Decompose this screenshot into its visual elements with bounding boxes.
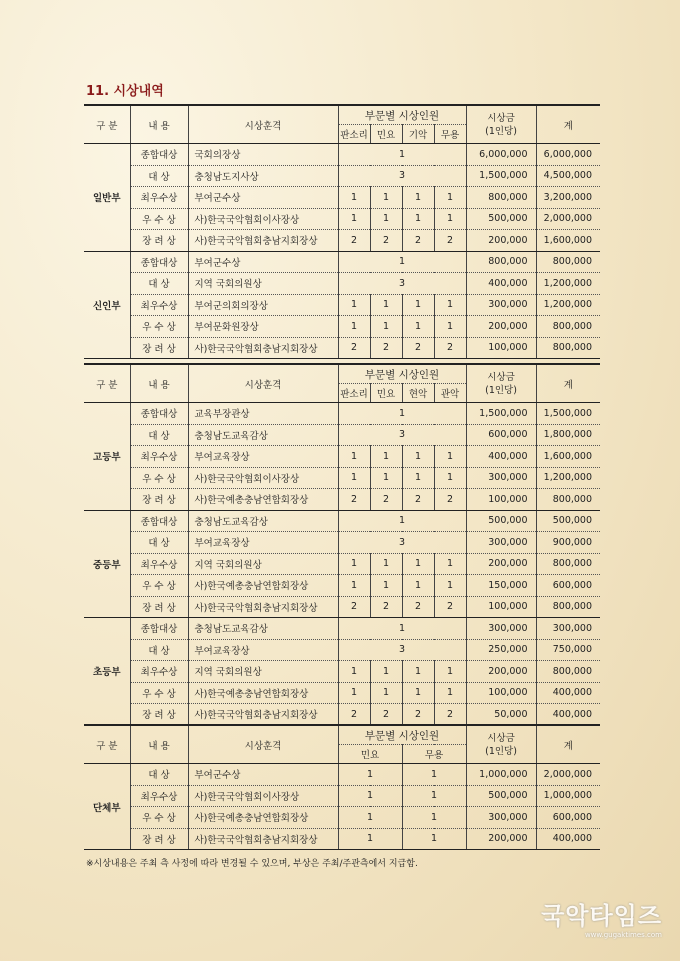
award-grantor: 충청남도교육감상 <box>188 424 338 446</box>
header-naeyong: 내 용 <box>130 364 188 403</box>
prize-money: 100,000 <box>466 489 536 511</box>
header-money <box>466 105 536 144</box>
award-name: 최우수상 <box>130 661 188 683</box>
award-count: 2 <box>370 337 402 359</box>
prize-money: 1,500,000 <box>466 403 536 425</box>
award-name: 대 상 <box>130 165 188 187</box>
award-grantor: 사)한국국악협회충남지회장상 <box>188 596 338 618</box>
award-grantor: 사)한국국악협회충남지회장상 <box>188 337 338 359</box>
award-grantor: 사)한국예총충남연합회장상 <box>188 489 338 511</box>
table-row <box>84 251 600 273</box>
award-name: 종합대상 <box>130 403 188 425</box>
header-sub-category: 무용 <box>402 745 466 764</box>
prize-money: 300,000 <box>466 618 536 640</box>
award-count: 3 <box>338 273 466 295</box>
award-count: 1 <box>338 682 370 704</box>
table-row <box>84 294 600 316</box>
header-sub-category: 현악 <box>402 384 434 403</box>
award-name: 장 려 상 <box>130 337 188 359</box>
header-sub-category: 민요 <box>370 125 402 144</box>
award-grantor: 지역 국회의원상 <box>188 553 338 575</box>
award-grantor: 부여교육장상 <box>188 446 338 468</box>
prize-money: 1,500,000 <box>466 165 536 187</box>
award-count: 1 <box>338 316 370 338</box>
prize-total: 750,000 <box>536 639 600 661</box>
table-row <box>84 661 600 683</box>
header-sub-category: 무용 <box>434 125 466 144</box>
award-count: 1 <box>434 208 466 230</box>
prize-money: 300,000 <box>466 532 536 554</box>
prize-money: 800,000 <box>466 187 536 209</box>
header-award: 시상훈격 <box>188 364 338 403</box>
table-row <box>84 704 600 726</box>
award-grantor: 사)한국예총충남연합회장상 <box>188 682 338 704</box>
category-label: 고등부 <box>84 403 130 511</box>
award-count: 2 <box>434 337 466 359</box>
prize-money: 100,000 <box>466 596 536 618</box>
prize-money: 6,000,000 <box>466 144 536 166</box>
category-label: 신인부 <box>84 251 130 359</box>
award-count: 1 <box>370 467 402 489</box>
award-count: 1 <box>402 294 434 316</box>
award-count: 1 <box>402 553 434 575</box>
award-name: 종합대상 <box>130 251 188 273</box>
award-grantor: 사)한국국악협회이사장상 <box>188 467 338 489</box>
award-count: 1 <box>434 575 466 597</box>
award-count: 1 <box>402 575 434 597</box>
table-row <box>84 316 600 338</box>
table-row <box>84 785 600 807</box>
header-total: 계 <box>536 364 600 403</box>
award-count: 1 <box>434 316 466 338</box>
award-count: 1 <box>338 618 466 640</box>
award-count: 2 <box>370 230 402 252</box>
award-count: 2 <box>338 230 370 252</box>
table-row <box>84 532 600 554</box>
award-count: 1 <box>434 553 466 575</box>
award-grantor: 사)한국예총충남연합회장상 <box>188 575 338 597</box>
prize-total: 1,800,000 <box>536 424 600 446</box>
prize-money: 300,000 <box>466 294 536 316</box>
award-count: 2 <box>338 489 370 511</box>
prize-total: 1,600,000 <box>536 446 600 468</box>
header-sub-category: 판소리 <box>338 125 370 144</box>
footnote: ※시상내용은 주최 측 사정에 따라 변경될 수 있으며, 부상은 주최/주관측에서 지급함. <box>86 859 418 869</box>
logo-url: www.gugaktimes.com <box>584 931 662 939</box>
award-name: 우 수 상 <box>130 575 188 597</box>
award-count: 1 <box>338 144 466 166</box>
prize-money: 300,000 <box>466 807 536 829</box>
award-count: 1 <box>402 807 466 829</box>
prize-total: 600,000 <box>536 807 600 829</box>
awards-table-student <box>84 363 600 726</box>
award-grantor: 부여교육장상 <box>188 639 338 661</box>
award-grantor: 교육부장관상 <box>188 403 338 425</box>
table-row <box>84 187 600 209</box>
award-grantor: 충청남도교육감상 <box>188 510 338 532</box>
award-name: 우 수 상 <box>130 682 188 704</box>
table-row <box>84 618 600 640</box>
award-count: 1 <box>338 764 402 786</box>
award-count: 1 <box>338 661 370 683</box>
award-count: 1 <box>402 682 434 704</box>
prize-total: 1,500,000 <box>536 403 600 425</box>
table-row <box>84 403 600 425</box>
award-count: 1 <box>434 294 466 316</box>
prize-total: 1,200,000 <box>536 294 600 316</box>
award-count: 1 <box>338 467 370 489</box>
award-count: 2 <box>370 489 402 511</box>
table-row <box>84 424 600 446</box>
award-grantor: 부여군의회의장상 <box>188 294 338 316</box>
header-sub-category: 관악 <box>434 384 466 403</box>
award-grantor: 지역 국회의원상 <box>188 273 338 295</box>
header-naeyong: 내 용 <box>130 105 188 144</box>
prize-money: 100,000 <box>466 682 536 704</box>
award-name: 대 상 <box>130 424 188 446</box>
prize-total: 3,200,000 <box>536 187 600 209</box>
table-row <box>84 144 600 166</box>
award-grantor: 부여문화원장상 <box>188 316 338 338</box>
prize-money: 50,000 <box>466 704 536 726</box>
award-grantor: 충청남도지사상 <box>188 165 338 187</box>
prize-total: 600,000 <box>536 575 600 597</box>
prize-total: 2,000,000 <box>536 208 600 230</box>
header-money-sub: (1인당) <box>485 125 517 137</box>
prize-total: 4,500,000 <box>536 165 600 187</box>
award-count: 1 <box>370 575 402 597</box>
prize-money: 150,000 <box>466 575 536 597</box>
table-row <box>84 208 600 230</box>
award-name: 장 려 상 <box>130 704 188 726</box>
award-count: 2 <box>434 704 466 726</box>
prize-total: 900,000 <box>536 532 600 554</box>
prize-money: 200,000 <box>466 230 536 252</box>
table-row <box>84 828 600 850</box>
header-gubun: 구 분 <box>84 725 130 764</box>
table-row <box>84 273 600 295</box>
table-row <box>84 230 600 252</box>
award-count: 1 <box>434 467 466 489</box>
header-total: 계 <box>536 105 600 144</box>
prize-money: 400,000 <box>466 273 536 295</box>
logo-text: 국악타임즈 <box>541 902 662 930</box>
prize-total: 1,600,000 <box>536 230 600 252</box>
award-count: 2 <box>402 704 434 726</box>
award-grantor: 사)한국국악협회충남지회장상 <box>188 230 338 252</box>
award-grantor: 충청남도교육감상 <box>188 618 338 640</box>
award-grantor: 사)한국국악협회이사장상 <box>188 208 338 230</box>
header-money-label: 시상금 <box>487 732 515 744</box>
prize-money: 200,000 <box>466 661 536 683</box>
award-count: 1 <box>402 316 434 338</box>
award-name: 장 려 상 <box>130 230 188 252</box>
section-title: 11. 시상내역 <box>86 84 164 99</box>
prize-money: 500,000 <box>466 208 536 230</box>
header-money-label: 시상금 <box>487 371 515 383</box>
award-grantor: 사)한국국악협회충남지회장상 <box>188 704 338 726</box>
award-name: 최우수상 <box>130 446 188 468</box>
table-row <box>84 553 600 575</box>
award-grantor: 부여군수상 <box>188 251 338 273</box>
award-count: 1 <box>434 661 466 683</box>
award-name: 장 려 상 <box>130 828 188 850</box>
table-row <box>84 510 600 532</box>
table-row <box>84 682 600 704</box>
prize-money: 300,000 <box>466 467 536 489</box>
header-award: 시상훈격 <box>188 105 338 144</box>
header-award: 시상훈격 <box>188 725 338 764</box>
award-count: 1 <box>338 828 402 850</box>
category-label: 단체부 <box>84 764 130 850</box>
award-count: 1 <box>370 187 402 209</box>
award-name: 우 수 상 <box>130 467 188 489</box>
header-money-sub: (1인당) <box>485 384 517 396</box>
award-name: 최우수상 <box>130 553 188 575</box>
prize-money: 200,000 <box>466 553 536 575</box>
award-count: 1 <box>338 187 370 209</box>
award-count: 2 <box>370 704 402 726</box>
header-sub-category: 판소리 <box>338 384 370 403</box>
prize-total: 300,000 <box>536 618 600 640</box>
prize-total: 800,000 <box>536 489 600 511</box>
award-name: 대 상 <box>130 764 188 786</box>
award-count: 1 <box>434 187 466 209</box>
table-row <box>84 596 600 618</box>
header-money-label: 시상금 <box>487 112 515 124</box>
award-name: 최우수상 <box>130 187 188 209</box>
award-count: 3 <box>338 165 466 187</box>
prize-total: 800,000 <box>536 337 600 359</box>
award-name: 최우수상 <box>130 785 188 807</box>
table-row <box>84 575 600 597</box>
award-count: 1 <box>338 446 370 468</box>
award-count: 2 <box>402 230 434 252</box>
publisher-logo <box>541 896 662 939</box>
award-count: 1 <box>370 682 402 704</box>
prize-total: 800,000 <box>536 251 600 273</box>
award-count: 1 <box>402 764 466 786</box>
table-row <box>84 467 600 489</box>
award-count: 2 <box>370 596 402 618</box>
table-row <box>84 807 600 829</box>
table-row <box>84 489 600 511</box>
award-count: 2 <box>338 704 370 726</box>
award-count: 1 <box>402 661 434 683</box>
award-count: 1 <box>370 553 402 575</box>
award-name: 대 상 <box>130 532 188 554</box>
header-count: 부문별 시상인원 <box>338 725 466 745</box>
award-count: 1 <box>338 294 370 316</box>
header-total: 계 <box>536 725 600 764</box>
prize-total: 1,200,000 <box>536 273 600 295</box>
prize-money: 200,000 <box>466 316 536 338</box>
award-name: 우 수 상 <box>130 316 188 338</box>
award-count: 1 <box>338 785 402 807</box>
award-grantor: 지역 국회의원상 <box>188 661 338 683</box>
prize-money: 500,000 <box>466 785 536 807</box>
award-count: 1 <box>338 807 402 829</box>
table-row <box>84 446 600 468</box>
table-row <box>84 639 600 661</box>
table-row <box>84 165 600 187</box>
awards-table-group <box>84 724 600 850</box>
award-count: 1 <box>370 208 402 230</box>
prize-money: 200,000 <box>466 828 536 850</box>
award-count: 1 <box>370 316 402 338</box>
award-count: 2 <box>338 596 370 618</box>
award-grantor: 사)한국국악협회충남지회장상 <box>188 828 338 850</box>
header-naeyong: 내 용 <box>130 725 188 764</box>
award-grantor: 국회의장상 <box>188 144 338 166</box>
award-count: 1 <box>338 403 466 425</box>
award-name: 장 려 상 <box>130 489 188 511</box>
award-name: 대 상 <box>130 273 188 295</box>
award-name: 종합대상 <box>130 144 188 166</box>
prize-total: 6,000,000 <box>536 144 600 166</box>
header-gubun: 구 분 <box>84 364 130 403</box>
header-count: 부문별 시상인원 <box>338 364 466 384</box>
award-count: 3 <box>338 532 466 554</box>
prize-money: 400,000 <box>466 446 536 468</box>
award-count: 1 <box>370 294 402 316</box>
award-count: 1 <box>402 446 434 468</box>
prize-total: 1,200,000 <box>536 467 600 489</box>
award-count: 1 <box>402 467 434 489</box>
prize-money: 500,000 <box>466 510 536 532</box>
prize-money: 250,000 <box>466 639 536 661</box>
award-count: 3 <box>338 639 466 661</box>
prize-total: 800,000 <box>536 596 600 618</box>
award-grantor: 사)한국국악협회이사장상 <box>188 785 338 807</box>
award-count: 1 <box>370 446 402 468</box>
award-count: 1 <box>434 446 466 468</box>
awards-table-general <box>84 104 600 359</box>
award-name: 종합대상 <box>130 510 188 532</box>
table-row <box>84 764 600 786</box>
award-count: 1 <box>338 553 370 575</box>
prize-total: 400,000 <box>536 704 600 726</box>
award-count: 1 <box>338 251 466 273</box>
award-name: 종합대상 <box>130 618 188 640</box>
prize-money: 800,000 <box>466 251 536 273</box>
award-name: 우 수 상 <box>130 807 188 829</box>
prize-total: 400,000 <box>536 682 600 704</box>
award-count: 2 <box>434 596 466 618</box>
award-count: 1 <box>434 682 466 704</box>
award-count: 2 <box>402 596 434 618</box>
header-count: 부문별 시상인원 <box>338 105 466 125</box>
award-grantor: 부여교육장상 <box>188 532 338 554</box>
prize-total: 800,000 <box>536 553 600 575</box>
award-count: 3 <box>338 424 466 446</box>
prize-total: 1,000,000 <box>536 785 600 807</box>
header-sub-category: 기악 <box>402 125 434 144</box>
prize-total: 800,000 <box>536 316 600 338</box>
award-count: 1 <box>338 510 466 532</box>
award-name: 우 수 상 <box>130 208 188 230</box>
award-count: 1 <box>402 785 466 807</box>
header-sub-category: 민요 <box>370 384 402 403</box>
award-count: 1 <box>402 208 434 230</box>
award-count: 1 <box>338 208 370 230</box>
header-sub-category: 민요 <box>338 745 402 764</box>
award-name: 장 려 상 <box>130 596 188 618</box>
award-grantor: 부여군수상 <box>188 764 338 786</box>
award-count: 2 <box>434 489 466 511</box>
header-money <box>466 725 536 764</box>
award-count: 2 <box>434 230 466 252</box>
prize-money: 600,000 <box>466 424 536 446</box>
award-count: 2 <box>402 337 434 359</box>
prize-total: 800,000 <box>536 661 600 683</box>
category-label: 초등부 <box>84 618 130 726</box>
award-grantor: 사)한국예총충남연합회장상 <box>188 807 338 829</box>
prize-money: 100,000 <box>466 337 536 359</box>
award-count: 1 <box>338 575 370 597</box>
prize-total: 2,000,000 <box>536 764 600 786</box>
header-money <box>466 364 536 403</box>
header-money-sub: (1인당) <box>485 745 517 757</box>
category-label: 일반부 <box>84 144 130 252</box>
award-name: 대 상 <box>130 639 188 661</box>
prize-money: 1,000,000 <box>466 764 536 786</box>
award-grantor: 부여군수상 <box>188 187 338 209</box>
category-label: 중등부 <box>84 510 130 618</box>
award-count: 1 <box>402 828 466 850</box>
table-row <box>84 337 600 359</box>
award-count: 1 <box>402 187 434 209</box>
prize-total: 400,000 <box>536 828 600 850</box>
header-gubun: 구 분 <box>84 105 130 144</box>
award-count: 2 <box>338 337 370 359</box>
award-name: 최우수상 <box>130 294 188 316</box>
award-count: 1 <box>370 661 402 683</box>
prize-total: 500,000 <box>536 510 600 532</box>
award-count: 2 <box>402 489 434 511</box>
